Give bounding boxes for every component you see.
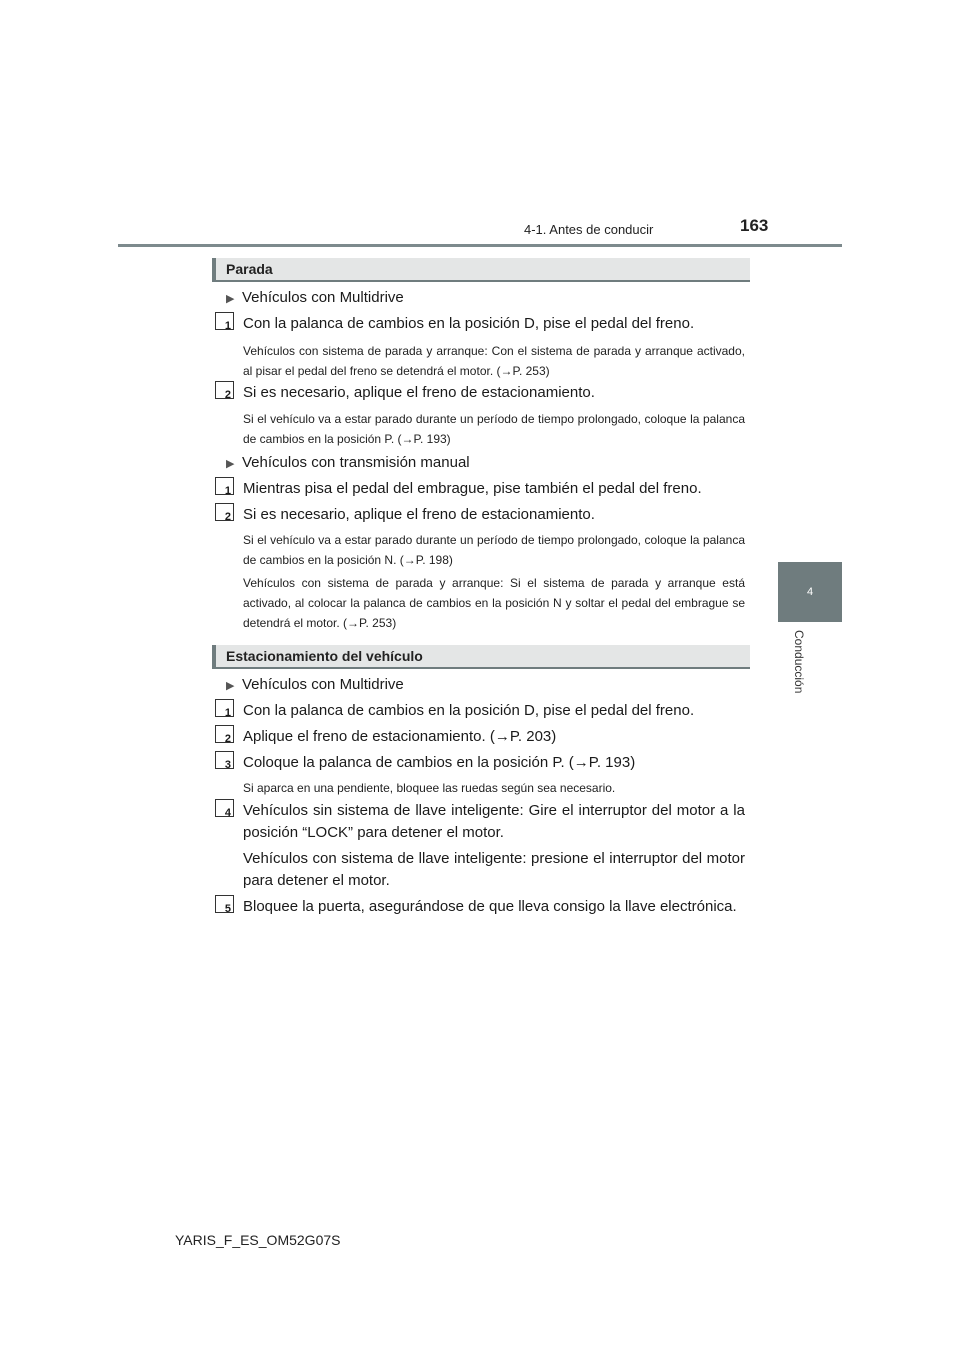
step-text: Mientras pisa el pedal del embrague, pise también el pedal del freno. xyxy=(243,480,702,497)
header-divider xyxy=(118,244,842,247)
step-number-1: 1 xyxy=(215,477,234,495)
triangle-bullet-icon: ▶ xyxy=(226,680,235,692)
page-number: 163 xyxy=(740,216,769,235)
step-text: Vehículos con sistema de llave inteligente: presione el interruptor del motor para detener el motor. xyxy=(243,850,745,889)
step-number-2: 2 xyxy=(215,503,234,521)
step-text: Con la palanca de cambios en la posición D, pise el pedal del freno. xyxy=(243,315,695,332)
section-breadcrumb: 4-1. Antes de conducir xyxy=(524,222,654,237)
step-number-2: 2 xyxy=(215,725,234,743)
triangle-bullet-icon: ▶ xyxy=(226,293,235,305)
step-text: Si es necesario, aplique el freno de estacionamiento. xyxy=(243,506,595,523)
chapter-tab[interactable] xyxy=(778,562,842,622)
triangle-bullet-icon: ▶ xyxy=(226,458,235,470)
step-note: Si aparca en una pendiente, bloquee las ruedas según sea necesario. xyxy=(243,781,616,795)
chapter-label: Conducción xyxy=(792,630,806,694)
step-note: Vehículos con sistema de parada y arranque: Con el sistema de parada y arranque activado, al pisar el pedal del freno se detendrá el motor. (→P. 253) xyxy=(243,344,745,378)
step-number-4: 4 xyxy=(215,799,234,817)
step-number-2: 2 xyxy=(215,381,234,399)
document-code: YARIS_F_ES_OM52G07S xyxy=(175,1232,341,1248)
step-text: Bloquee la puerta, asegurándose de que lleva consigo la llave electrónica. xyxy=(243,898,737,915)
chapter-number: 4 xyxy=(806,586,814,598)
step-text: Con la palanca de cambios en la posición D, pise el pedal del freno. xyxy=(243,702,695,719)
section-heading-parada: Parada xyxy=(212,258,750,282)
step-number-5: 5 xyxy=(215,895,234,913)
step-number-1: 1 xyxy=(215,699,234,717)
chapter-label-container xyxy=(792,630,804,710)
step-number-3: 3 xyxy=(215,751,234,769)
step-number-1: 1 xyxy=(215,312,234,330)
section-heading-estacionamiento: Estacionamiento del vehículo xyxy=(212,645,750,669)
step-text: Si es necesario, aplique el freno de estacionamiento. xyxy=(243,384,595,401)
step-note: Si el vehículo va a estar parado durante un período de tiempo prolongado, coloque la palanca de cambios en la posición N. (→P. 198) xyxy=(243,533,745,567)
step-note: Si el vehículo va a estar parado durante un período de tiempo prolongado, coloque la palanca de cambios en la posición P. (→P. 193) xyxy=(243,412,745,446)
step-note: Vehículos con sistema de parada y arranque: Si el sistema de parada y arranque está activado, al colocar la palanca de cambios en la posición N y soltar el pedal del embrague se detendrá el motor. (→P. 253) xyxy=(243,576,745,630)
step-text: Coloque la palanca de cambios en la posición P. (→P. 193) xyxy=(243,754,636,771)
step-text: Aplique el freno de estacionamiento. (→P. 203) xyxy=(243,728,557,745)
step-text: Vehículos sin sistema de llave inteligente: Gire el interruptor del motor a la posición “LOCK” para detener el motor. xyxy=(243,802,745,841)
